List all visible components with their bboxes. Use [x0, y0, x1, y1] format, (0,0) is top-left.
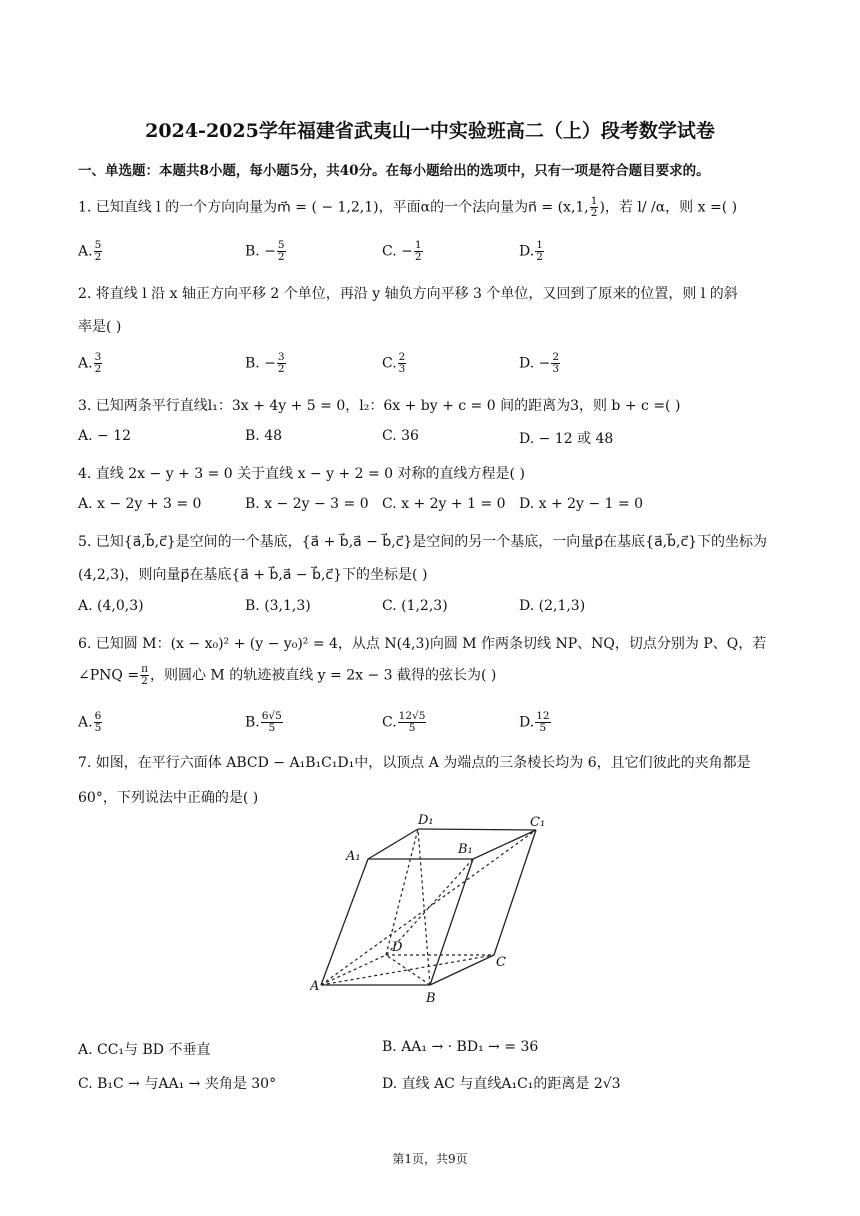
edge-b1-c1: [473, 830, 536, 859]
q4-option-d: D. x + 2y − 1 = 0: [519, 496, 644, 512]
q7-option-d: D. 直线 AC 与直线A₁C₁的距离是 2√3: [382, 1076, 621, 1092]
q2-option-d: D. − $\frac{2}{3}$: [519, 351, 560, 376]
question-7-line2: 60°，下列说法中正确的是( ): [78, 790, 259, 806]
q5-option-c: C. (1,2,3): [382, 598, 448, 614]
page-footer: 第1页，共9页: [392, 1152, 468, 1166]
label-b1: B₁: [458, 842, 473, 857]
edge-c-c1: [494, 830, 536, 955]
q4-option-b: B. x − 2y − 3 = 0: [245, 496, 369, 512]
label-a: A: [310, 979, 320, 994]
q1-stem-fraction: $\frac{1}{2}$: [590, 195, 598, 220]
q6-option-c: C. $\frac{12√5}{5}$: [382, 710, 426, 735]
diag-b-d: [386, 955, 430, 985]
q1-option-a: A. $\frac{5}{2}$: [78, 239, 102, 264]
edge-b-b1: [430, 859, 473, 985]
question-5-line2: (4,2,3)，则向量p⃗在基底{a⃗ + b⃗,a⃗ − b⃗,c⃗}下的坐标是( ): [78, 567, 428, 583]
question-7-line1: 7. 如图，在平行六面体 ABCD − A₁B₁C₁D₁中，以顶点 A 为端点的三条棱长均为 6，且它们彼此的夹角都是: [78, 755, 751, 771]
question-4-stem: 4. 直线 2x − y + 3 = 0 关于直线 x − y + 2 = 0 对称的直线方程是( ): [78, 466, 525, 482]
q1-stem-part2: )，若 l/ /α，则 x =( ): [599, 199, 738, 216]
q6-option-b: B. $\frac{6√5}{5}$: [245, 710, 282, 735]
question-5-line1: 5. 已知{a⃗,b⃗,c⃗}是空间的一个基底，{a⃗ + b⃗,a⃗ − b⃗,c⃗}是空间的另一个基底，一向量p⃗在基底{a⃗,b⃗,c⃗}下的坐标为: [78, 534, 768, 550]
q3-option-a: A. − 12: [78, 428, 132, 444]
edge-d1-c1: [418, 829, 536, 830]
question-2-line1: 2. 将直线 l 沿 x 轴正方向平移 2 个单位，再沿 y 轴负方向平移 3 个单位，又回到了原来的位置，则 l 的斜: [78, 286, 738, 302]
q6-option-d: D. $\frac{12}{5}$: [519, 710, 550, 735]
q5-option-a: A. (4,0,3): [78, 598, 144, 614]
question-3-stem: 3. 已知两条平行直线l₁：3x + 4y + 5 = 0，l₂：6x + by + c = 0 间的距离为3，则 b + c =( ): [78, 398, 681, 414]
page-title: 2024-2025学年福建省武夷山一中实验班高二（上）段考数学试卷: [145, 120, 715, 142]
label-a1: A₁: [346, 849, 361, 864]
label-b: B: [426, 991, 436, 1006]
q3-option-b: B. 48: [245, 428, 283, 444]
q7-option-c: C. B₁C → 与AA₁ → 夹角是 30°: [78, 1076, 277, 1092]
question-1-stem: [78, 196, 737, 219]
q2-option-a: A. $\frac{3}{2}$: [78, 351, 102, 376]
label-c1: C₁: [530, 815, 546, 830]
parallelepiped-figure: [310, 808, 560, 1008]
diag-a-c: [321, 955, 494, 985]
q5-option-b: B. (3,1,3): [245, 598, 311, 614]
q1-option-c: C. − $\frac{1}{2}$: [382, 239, 422, 264]
q4-option-c: C. x + 2y + 1 = 0: [382, 496, 506, 512]
label-d1: D₁: [418, 813, 434, 828]
edge-a1-d1: [368, 829, 418, 859]
label-c: C: [496, 955, 506, 970]
edge-d-d1: [386, 829, 418, 955]
section-heading: 一、单选题：本题共8小题，每小题5分，共40分。在每小题给出的选项中，只有一项是符合题目要求的。: [78, 163, 710, 179]
q5-option-d: D. (2,1,3): [519, 598, 586, 614]
q1-stem-part1: 1. 已知直线 l 的一个方向向量为m⃗ = ( − 1,2,1)，平面α的一个法向量为n⃗ = (x,1,: [78, 199, 589, 216]
label-d: D: [392, 940, 403, 955]
question-6-line2: ∠PNQ = $\frac{\pi}{2}$ ，则圆心 M 的轨迹被直线 y = 2x − 3 截得的弦长为( ): [78, 663, 497, 688]
q3-option-d: D. − 12 或 48: [519, 431, 614, 447]
q1-option-d: D. $\frac{1}{2}$: [519, 239, 543, 264]
q7-option-b: B. AA₁ → · BD₁ → = 36: [382, 1039, 539, 1055]
q1-option-b: B. − $\frac{5}{2}$: [245, 239, 285, 264]
q3-option-c: C. 36: [382, 428, 419, 444]
question-6-line1: 6. 已知圆 M：(x − x₀)² + (y − y₀)² = 4，从点 N(4,3)向圆 M 作两条切线 NP、NQ，切点分别为 P、Q，若: [78, 636, 767, 652]
q4-option-a: A. x − 2y + 3 = 0: [78, 496, 202, 512]
question-2-line2: 率是( ): [78, 319, 122, 335]
q7-option-a: A. CC₁与 BD 不垂直: [78, 1042, 211, 1058]
q6-option-a: A. $\frac{6}{5}$: [78, 710, 102, 735]
q2-option-b: B. − $\frac{3}{2}$: [245, 351, 285, 376]
q2-option-c: C. $\frac{2}{3}$: [382, 351, 406, 376]
edge-b-c: [430, 955, 494, 985]
